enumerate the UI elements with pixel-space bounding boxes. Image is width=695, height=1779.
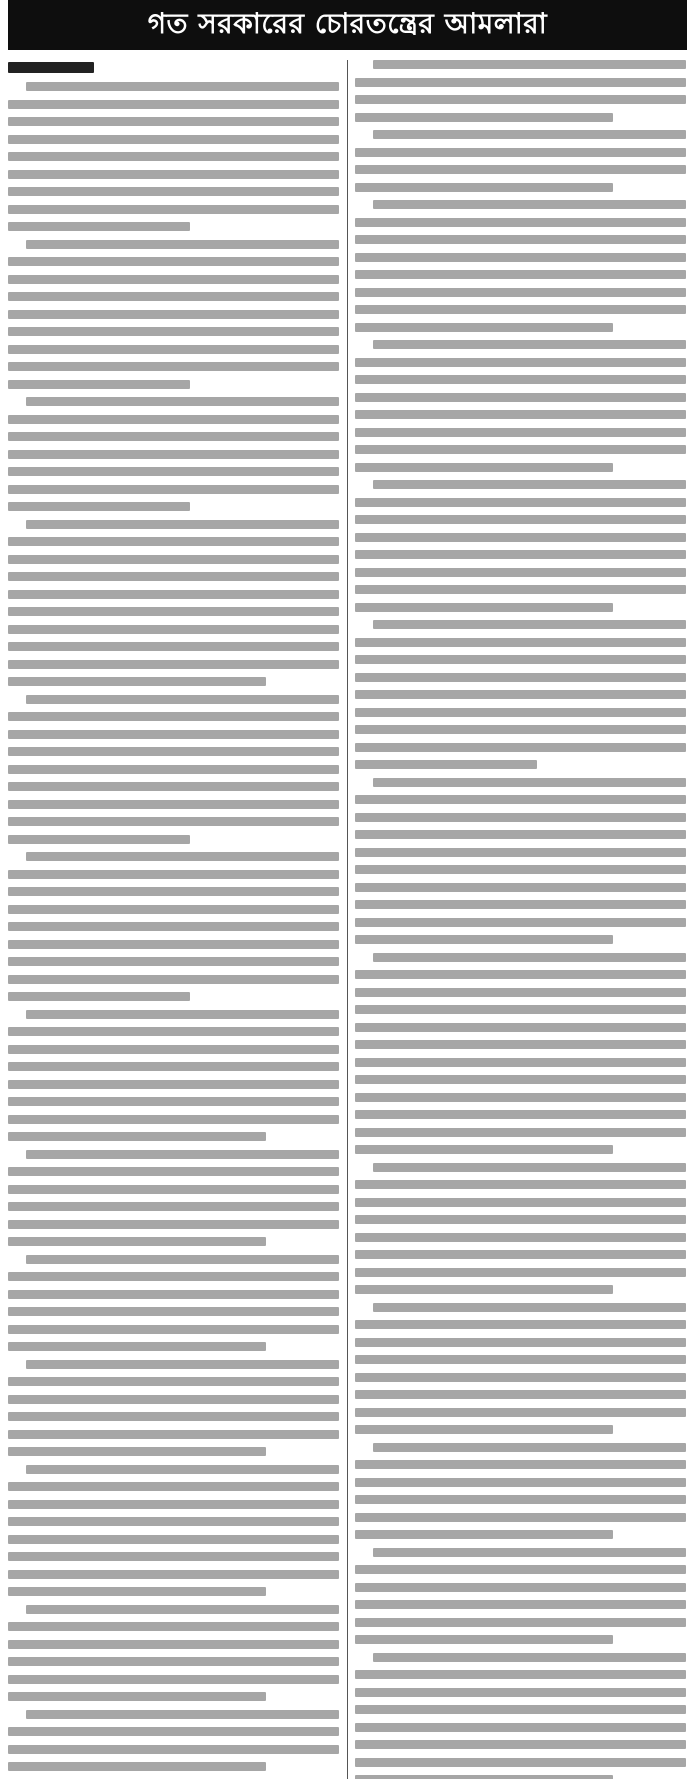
text-line-placeholder (355, 95, 686, 104)
article-paragraph (355, 480, 686, 612)
text-line-placeholder (26, 1255, 339, 1264)
text-line-placeholder (8, 1045, 339, 1054)
text-line-placeholder (8, 502, 190, 511)
text-line-placeholder (355, 1268, 686, 1277)
text-line-placeholder (355, 1670, 686, 1679)
text-line-placeholder (355, 1075, 686, 1084)
text-line-placeholder (355, 358, 686, 367)
article-paragraph (8, 1465, 339, 1597)
text-line-placeholder (8, 712, 339, 721)
text-line-placeholder (8, 1132, 266, 1141)
text-line-placeholder (355, 305, 686, 314)
text-line-placeholder (373, 778, 686, 787)
text-line-placeholder (355, 935, 613, 944)
text-line-placeholder (355, 585, 686, 594)
article-paragraph (355, 1548, 686, 1645)
text-line-placeholder (8, 887, 339, 896)
text-line-placeholder (8, 152, 339, 161)
text-line-placeholder (8, 782, 339, 791)
text-line-placeholder (355, 1705, 686, 1714)
text-line-placeholder (355, 1740, 686, 1749)
text-line-placeholder (8, 1447, 266, 1456)
text-line-placeholder (355, 428, 686, 437)
text-line-placeholder (8, 292, 339, 301)
text-line-placeholder (8, 817, 339, 826)
text-line-placeholder (8, 1570, 339, 1579)
text-line-placeholder (8, 117, 339, 126)
article-paragraph (8, 1360, 339, 1457)
text-line-placeholder (355, 900, 686, 909)
article-paragraph (355, 1443, 686, 1540)
text-line-placeholder (8, 835, 190, 844)
text-line-placeholder (26, 1150, 339, 1159)
article-paragraph (355, 340, 686, 472)
text-line-placeholder (355, 1005, 686, 1014)
article-paragraph (355, 1163, 686, 1295)
text-line-placeholder (355, 813, 686, 822)
text-line-placeholder (373, 480, 686, 489)
text-line-placeholder (355, 1215, 686, 1224)
text-line-placeholder (8, 1482, 339, 1491)
text-line-placeholder (8, 1080, 339, 1089)
text-line-placeholder (373, 130, 686, 139)
text-line-placeholder (8, 1167, 339, 1176)
text-line-placeholder (8, 730, 339, 739)
text-line-placeholder (26, 1360, 339, 1369)
article-paragraph (8, 1710, 339, 1772)
text-line-placeholder (8, 992, 190, 1001)
text-line-placeholder (355, 1408, 686, 1417)
text-line-placeholder (26, 1605, 339, 1614)
text-line-placeholder (8, 187, 339, 196)
article-paragraph (355, 1653, 686, 1779)
text-line-placeholder (8, 1727, 339, 1736)
text-line-placeholder (8, 257, 339, 266)
text-line-placeholder (355, 1635, 613, 1644)
text-line-placeholder (355, 1128, 686, 1137)
column-right (355, 60, 686, 1779)
text-line-placeholder (8, 1412, 339, 1421)
text-line-placeholder (355, 1618, 686, 1627)
text-line-placeholder (8, 1517, 339, 1526)
text-line-placeholder (373, 1303, 686, 1312)
text-line-placeholder (8, 1342, 266, 1351)
article-paragraph (355, 1303, 686, 1435)
text-line-placeholder (8, 1587, 266, 1596)
text-line-placeholder (8, 1552, 339, 1561)
text-line-placeholder (355, 1250, 686, 1259)
text-line-placeholder (8, 1640, 339, 1649)
text-line-placeholder (8, 957, 339, 966)
text-line-placeholder (355, 1145, 613, 1154)
text-line-placeholder (355, 1425, 613, 1434)
text-line-placeholder (8, 467, 339, 476)
text-line-placeholder (355, 218, 686, 227)
text-line-placeholder (355, 393, 686, 402)
text-line-placeholder (355, 1775, 613, 1779)
article-paragraph (8, 397, 339, 511)
article-body (8, 60, 687, 1779)
text-line-placeholder (355, 1040, 686, 1049)
text-line-placeholder (26, 852, 339, 861)
text-line-placeholder (8, 1062, 339, 1071)
text-line-placeholder (355, 165, 686, 174)
text-line-placeholder (8, 205, 339, 214)
text-line-placeholder (355, 1110, 686, 1119)
continuation-kicker (8, 62, 94, 73)
text-line-placeholder (355, 410, 686, 419)
text-line-placeholder (355, 638, 686, 647)
text-line-placeholder (8, 905, 339, 914)
text-line-placeholder (355, 1583, 686, 1592)
text-line-placeholder (8, 1692, 266, 1701)
text-line-placeholder (8, 450, 339, 459)
text-line-placeholder (355, 270, 686, 279)
text-line-placeholder (8, 1535, 339, 1544)
text-line-placeholder (8, 677, 266, 686)
text-line-placeholder (8, 1377, 339, 1386)
text-line-placeholder (355, 795, 686, 804)
text-line-placeholder (355, 533, 686, 542)
text-line-placeholder (355, 1320, 686, 1329)
text-line-placeholder (373, 1443, 686, 1452)
article-paragraph (355, 60, 686, 122)
text-line-placeholder (8, 135, 339, 144)
text-line-placeholder (355, 1688, 686, 1697)
text-line-placeholder (373, 1653, 686, 1662)
article-paragraph (8, 82, 339, 231)
text-line-placeholder (355, 148, 686, 157)
text-line-placeholder (8, 1325, 339, 1334)
text-line-placeholder (26, 1710, 339, 1719)
text-line-placeholder (355, 288, 686, 297)
article-paragraph (355, 130, 686, 192)
text-line-placeholder (355, 865, 686, 874)
text-line-placeholder (8, 1395, 339, 1404)
text-line-placeholder (355, 78, 686, 87)
text-line-placeholder (8, 975, 339, 984)
text-line-placeholder (8, 1745, 339, 1754)
text-line-placeholder (8, 1430, 339, 1439)
article-paragraph (8, 1010, 339, 1142)
article-paragraph (355, 620, 686, 769)
text-line-placeholder (355, 1495, 686, 1504)
text-line-placeholder (8, 1307, 339, 1316)
text-line-placeholder (373, 1163, 686, 1172)
text-line-placeholder (8, 1622, 339, 1631)
text-line-placeholder (8, 1290, 339, 1299)
text-line-placeholder (355, 550, 686, 559)
text-line-placeholder (8, 415, 339, 424)
text-line-placeholder (355, 988, 686, 997)
text-line-placeholder (8, 327, 339, 336)
text-line-placeholder (26, 1465, 339, 1474)
text-line-placeholder (8, 100, 339, 109)
column-rule (347, 60, 348, 1779)
text-line-placeholder (8, 275, 339, 284)
text-line-placeholder (8, 1115, 339, 1124)
text-line-placeholder (8, 1185, 339, 1194)
text-line-placeholder (8, 432, 339, 441)
article-paragraph (355, 200, 686, 332)
text-line-placeholder (355, 463, 613, 472)
text-line-placeholder (355, 1093, 686, 1102)
text-line-placeholder (8, 537, 339, 546)
text-line-placeholder (8, 572, 339, 581)
text-line-placeholder (355, 1233, 686, 1242)
text-line-placeholder (355, 725, 686, 734)
text-line-placeholder (355, 1058, 686, 1067)
text-line-placeholder (355, 1758, 686, 1767)
text-line-placeholder (355, 1390, 686, 1399)
text-line-placeholder (8, 625, 339, 634)
text-line-placeholder (8, 870, 339, 879)
headline: গত সরকারের চোরতন্ত্রের আমলারা (147, 6, 548, 40)
article-paragraph (8, 852, 339, 1001)
text-line-placeholder (355, 1478, 686, 1487)
text-line-placeholder (26, 695, 339, 704)
text-line-placeholder (355, 673, 686, 682)
text-line-placeholder (355, 918, 686, 927)
text-line-placeholder (355, 830, 686, 839)
text-line-placeholder (8, 1762, 266, 1771)
text-line-placeholder (355, 690, 686, 699)
article-paragraph (8, 1150, 339, 1247)
text-line-placeholder (8, 940, 339, 949)
text-line-placeholder (355, 323, 613, 332)
text-line-placeholder (355, 1355, 686, 1364)
text-line-placeholder (355, 1460, 686, 1469)
text-line-placeholder (355, 1513, 686, 1522)
text-line-placeholder (373, 340, 686, 349)
text-line-placeholder (8, 1500, 339, 1509)
text-line-placeholder (26, 82, 339, 91)
text-line-placeholder (373, 200, 686, 209)
text-line-placeholder (8, 765, 339, 774)
text-line-placeholder (8, 170, 339, 179)
text-line-placeholder (8, 1027, 339, 1036)
text-line-placeholder (8, 922, 339, 931)
text-line-placeholder (8, 590, 339, 599)
text-line-placeholder (355, 1338, 686, 1347)
text-line-placeholder (373, 1548, 686, 1557)
article-paragraph (8, 520, 339, 687)
text-line-placeholder (8, 747, 339, 756)
text-line-placeholder (355, 1285, 613, 1294)
text-line-placeholder (8, 310, 339, 319)
text-line-placeholder (26, 520, 339, 529)
text-line-placeholder (355, 183, 613, 192)
text-line-placeholder (355, 603, 613, 612)
text-line-placeholder (8, 642, 339, 651)
text-line-placeholder (355, 708, 686, 717)
column-left (8, 60, 339, 1779)
text-line-placeholder (355, 1600, 686, 1609)
text-line-placeholder (8, 660, 339, 669)
text-line-placeholder (8, 1220, 339, 1229)
text-line-placeholder (8, 345, 339, 354)
text-line-placeholder (373, 60, 686, 69)
text-line-placeholder (8, 362, 339, 371)
text-line-placeholder (355, 375, 686, 384)
text-line-placeholder (355, 235, 686, 244)
text-line-placeholder (355, 655, 686, 664)
headline-banner (8, 0, 687, 50)
text-line-placeholder (355, 113, 613, 122)
text-line-placeholder (8, 1202, 339, 1211)
text-line-placeholder (8, 380, 190, 389)
text-line-placeholder (8, 222, 190, 231)
text-line-placeholder (355, 743, 686, 752)
text-line-placeholder (26, 397, 339, 406)
article-paragraph (355, 778, 686, 945)
text-line-placeholder (355, 848, 686, 857)
article-paragraph (355, 953, 686, 1155)
text-line-placeholder (355, 1373, 686, 1382)
text-line-placeholder (8, 607, 339, 616)
article-paragraph (8, 1255, 339, 1352)
text-line-placeholder (355, 515, 686, 524)
text-line-placeholder (355, 1530, 613, 1539)
text-line-placeholder (8, 555, 339, 564)
text-line-placeholder (355, 445, 686, 454)
text-line-placeholder (8, 1097, 339, 1106)
text-line-placeholder (355, 883, 686, 892)
text-line-placeholder (355, 253, 686, 262)
text-line-placeholder (8, 1657, 339, 1666)
text-line-placeholder (355, 1023, 686, 1032)
text-line-placeholder (26, 1010, 339, 1019)
text-line-placeholder (355, 1198, 686, 1207)
text-line-placeholder (8, 485, 339, 494)
text-line-placeholder (8, 1675, 339, 1684)
article-paragraph (8, 240, 339, 389)
text-line-placeholder (26, 240, 339, 249)
text-line-placeholder (355, 970, 686, 979)
text-line-placeholder (8, 1272, 339, 1281)
article-paragraph (8, 1605, 339, 1702)
text-line-placeholder (355, 568, 686, 577)
text-line-placeholder (355, 1565, 686, 1574)
text-line-placeholder (355, 1723, 686, 1732)
text-line-placeholder (373, 620, 686, 629)
text-line-placeholder (8, 800, 339, 809)
text-line-placeholder (355, 1180, 686, 1189)
text-line-placeholder (373, 953, 686, 962)
text-line-placeholder (355, 760, 537, 769)
article-paragraph (8, 695, 339, 844)
text-line-placeholder (8, 1237, 266, 1246)
text-line-placeholder (355, 498, 686, 507)
